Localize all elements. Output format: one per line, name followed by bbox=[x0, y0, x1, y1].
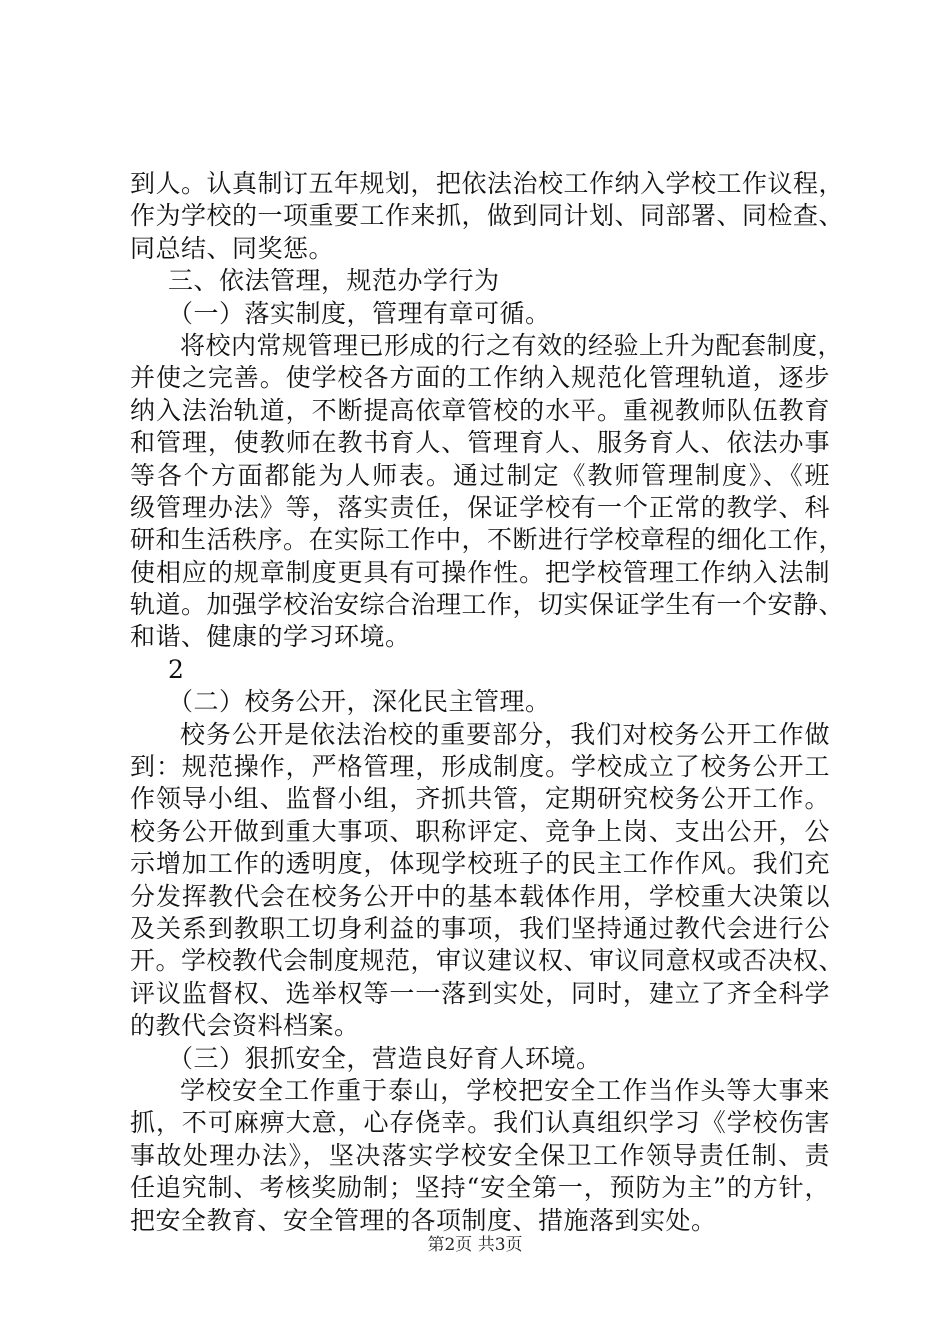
document-body bbox=[130, 168, 845, 1237]
text-line: 分发挥教代会在校务公开中的基本载体作用，学校重大决策以 bbox=[130, 881, 830, 911]
text-line: 并使之完善。使学校各方面的工作纳入规范化管理轨道，逐步 bbox=[130, 363, 830, 393]
text-line: 同总结、同奖惩。 bbox=[130, 233, 335, 263]
text-line: 三、依法管理，规范办学行为 bbox=[168, 266, 500, 296]
text-line: （三）狠抓安全，营造良好育人环境。 bbox=[168, 1043, 602, 1073]
text-line: 评议监督权、选举权等一一落到实处，同时，建立了齐全科学 bbox=[130, 978, 830, 1008]
text-line: 2 bbox=[168, 654, 185, 684]
text-line: 示增加工作的透明度，体现学校班子的民主工作作风。我们充 bbox=[130, 849, 830, 879]
text-line: 和谐、健康的学习环境。 bbox=[130, 622, 411, 652]
text-line: 轨道。加强学校治安综合治理工作，切实保证学生有一个安静、 bbox=[130, 590, 845, 620]
text-line: 到人。认真制订五年规划，把依法治校工作纳入学校工作议程， bbox=[130, 169, 845, 198]
text-line: 校务公开是依法治校的重要部分，我们对校务公开工作做 bbox=[180, 719, 830, 749]
text-line: 及关系到教职工切身利益的事项，我们坚持通过教代会进行公 bbox=[130, 913, 830, 943]
text-line: （一）落实制度，管理有章可循。 bbox=[168, 298, 551, 328]
text-line: 作领导小组、监督小组，齐抓共管，定期研究校务公开工作。 bbox=[130, 784, 830, 814]
text-line: 使相应的规章制度更具有可操作性。把学校管理工作纳入法制 bbox=[130, 557, 830, 587]
page-footer: 第2页 共3页 bbox=[427, 1235, 523, 1255]
text-line: 事故处理办法》，坚决落实学校安全保卫工作领导责任制、责 bbox=[130, 1140, 830, 1170]
text-line: （二）校务公开，深化民主管理。 bbox=[168, 687, 551, 717]
text-line: 开。学校教代会制度规范，审议建议权、审议同意权或否决权、 bbox=[130, 946, 845, 976]
text-line: 将校内常规管理已形成的行之有效的经验上升为配套制度， bbox=[180, 330, 844, 360]
text-line: 的教代会资料档案。 bbox=[130, 1011, 360, 1041]
text-line: 级管理办法》等，落实责任，保证学校有一个正常的教学、科 bbox=[130, 492, 830, 522]
text-line: 任追究制、考核奖励制；坚持“安全第一，预防为主”的方针， bbox=[130, 1173, 830, 1203]
text-line: 抓，不可麻痹大意，心存侥幸。我们认真组织学习《学校伤害 bbox=[130, 1108, 830, 1138]
text-line: 学校安全工作重于泰山，学校把安全工作当作头等大事来 bbox=[180, 1075, 830, 1105]
text-line: 纳入法治轨道，不断提高依章管校的水平。重视教师队伍教育 bbox=[130, 395, 830, 425]
text-line: 和管理，使教师在教书育人、管理育人、服务育人、依法办事 bbox=[130, 428, 830, 458]
text-line: 校务公开做到重大事项、职称评定、竞争上岗、支出公开，公 bbox=[130, 816, 830, 846]
text-line: 到：规范操作，严格管理，形成制度。学校成立了校务公开工 bbox=[130, 752, 830, 782]
text-line: 作为学校的一项重要工作来抓，做到同计划、同部署、同检查、 bbox=[130, 201, 845, 231]
text-line: 把安全教育、安全管理的各项制度、措施落到实处。 bbox=[130, 1205, 717, 1235]
text-line: 等各个方面都能为人师表。通过制定《教师管理制度》、《班 bbox=[130, 460, 830, 490]
text-line: 研和生活秩序。在实际工作中，不断进行学校章程的细化工作， bbox=[130, 525, 845, 555]
